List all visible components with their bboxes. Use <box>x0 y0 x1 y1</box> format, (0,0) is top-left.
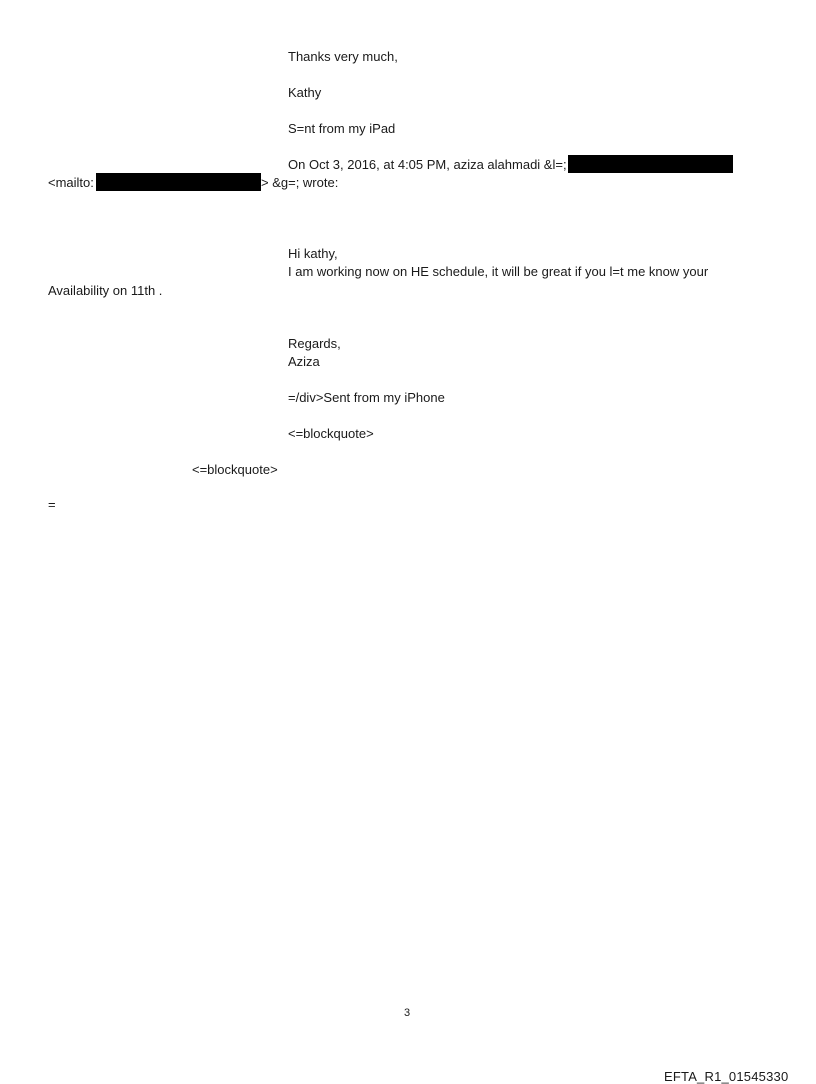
document-id: EFTA_R1_01545330 <box>664 1069 789 1084</box>
sent-from-ipad: S=nt from my iPad <box>288 121 396 136</box>
body-line-2: Availability on 11th . <box>48 283 163 298</box>
blockquote-marker: <=blockquote> <box>192 462 278 477</box>
signature-name: Kathy <box>288 85 322 100</box>
mailto-suffix: > &g=; wrote: <box>261 175 339 190</box>
redaction-box-mailto <box>96 173 261 191</box>
sent-from-iphone: =/div>Sent from my iPhone <box>288 390 445 405</box>
quote-header: On Oct 3, 2016, at 4:05 PM, aziza alahmadi &l=; <box>288 157 567 172</box>
trailing-equals: = <box>48 497 56 512</box>
sender-name: Aziza <box>288 354 320 369</box>
greeting: Hi kathy, <box>288 246 338 261</box>
closing-line: Thanks very much, <box>288 49 398 64</box>
regards: Regards, <box>288 336 341 351</box>
blockquote-marker: <=blockquote> <box>288 426 374 441</box>
page-number: 3 <box>404 1007 411 1019</box>
redaction-box-email <box>568 155 733 173</box>
body-line-1: I am working now on HE schedule, it will be great if you l=t me know your <box>288 264 709 279</box>
mailto-prefix: <mailto: <box>48 175 94 190</box>
